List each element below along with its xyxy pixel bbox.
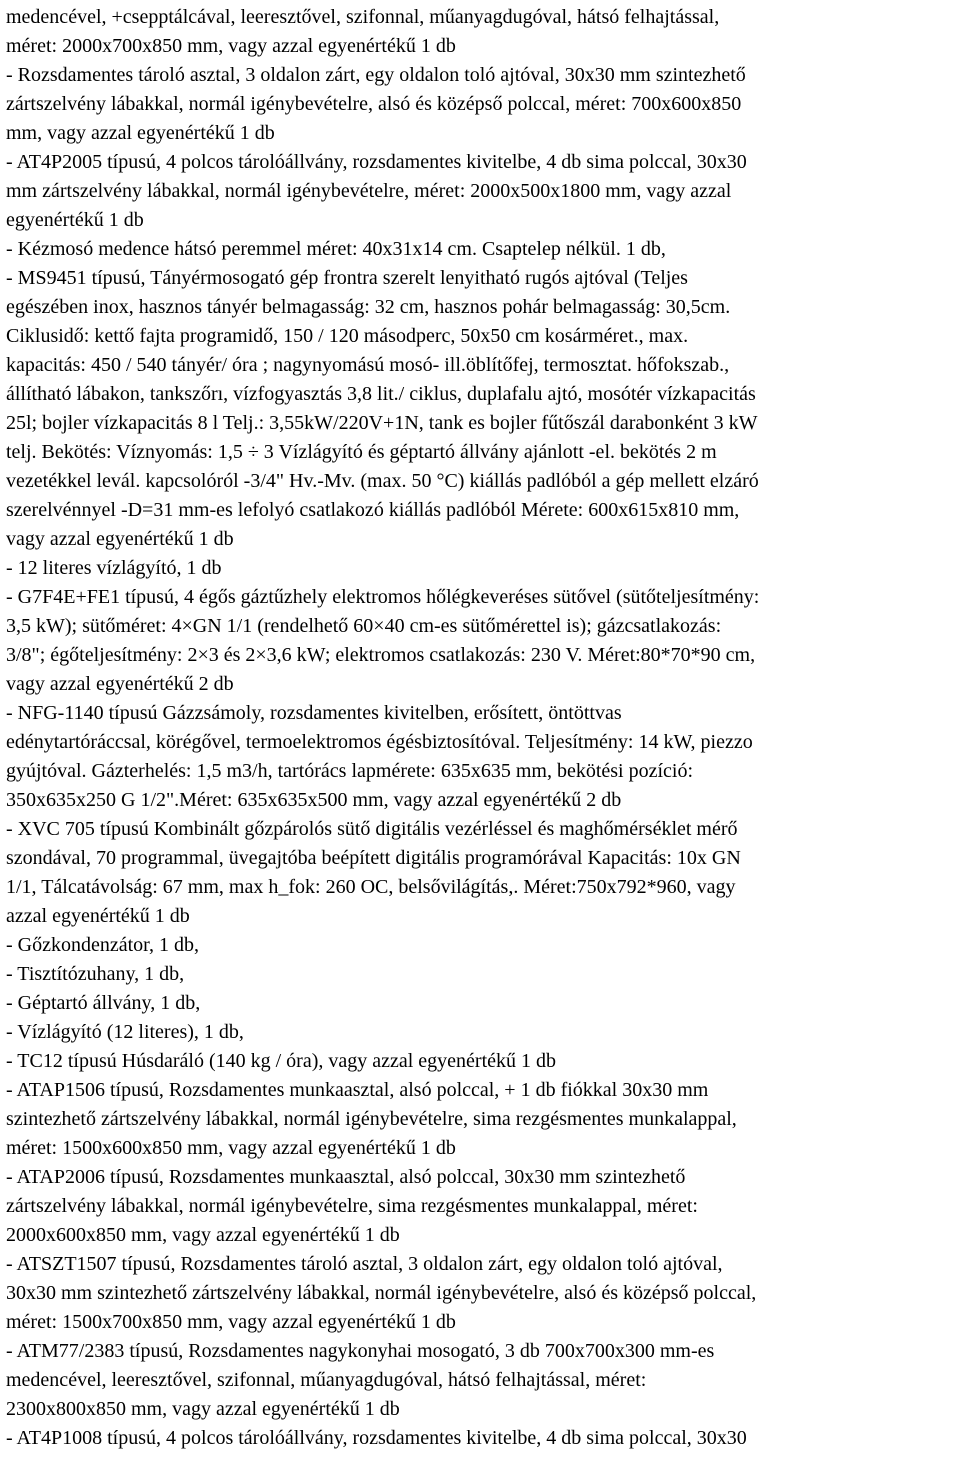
text-line: zártszelvény lábakkal, normál igénybevételre, sima rezgésmentes munkalappal, méret: <box>6 1195 698 1217</box>
text-line: - XVC 705 típusú Kombinált gőzpárolós sütő digitális vezérléssel és maghőmérséklet mérő <box>6 818 738 840</box>
text-line: vezetékkel levál. kapcsolóról -3/4" Hv.-Mv. (max. 50 °C) kiállás padlóból a gép mellett elzáró <box>6 470 759 492</box>
text-line: - Rozsdamentes tároló asztal, 3 oldalon zárt, egy oldalon toló ajtóval, 30x30 mm szintezhető <box>6 64 746 86</box>
text-line: méret: 2000x700x850 mm, vagy azzal egyenértékű 1 db <box>6 35 456 57</box>
text-line: 30x30 mm szintezhető zártszelvény lábakkal, normál igénybevételre, alsó és középső polccal, <box>6 1282 757 1304</box>
text-line: medencével, leeresztővel, szifonnal, műanyagdugóval, hátsó felhajtással, méret: <box>6 1369 647 1391</box>
text-line: egyenértékű 1 db <box>6 209 144 231</box>
text-line: - ATM77/2383 típusú, Rozsdamentes nagykonyhai mosogató, 3 db 700x700x300 mm-es <box>6 1340 715 1362</box>
text-line: szerelvénnyel -D=31 mm-es lefolyó csatlakozó kiállás padlóból Mérete: 600x615x810 mm, <box>6 499 740 521</box>
text-line: vagy azzal egyenértékű 2 db <box>6 673 234 695</box>
text-line: mm zártszelvény lábakkal, normál igénybevételre, méret: 2000x500x1800 mm, vagy azzal <box>6 180 732 202</box>
text-line: - Tisztítózuhany, 1 db, <box>6 963 185 985</box>
text-line: méret: 1500x700x850 mm, vagy azzal egyenértékű 1 db <box>6 1311 456 1333</box>
text-line: - ATAP2006 típusú, Rozsdamentes munkaasztal, alsó polccal, 30x30 mm szintezhető <box>6 1166 686 1188</box>
text-line: - 12 literes vízlágyító, 1 db <box>6 557 222 579</box>
text-line: 3/8"; égőteljesítmény: 2×3 és 2×3,6 kW; elektromos csatlakozás: 230 V. Méret:80*70*90 cm, <box>6 644 756 666</box>
text-line: mm, vagy azzal egyenértékű 1 db <box>6 122 275 144</box>
text-line: - Vízlágyító (12 literes), 1 db, <box>6 1021 244 1043</box>
text-line: egészében inox, hasznos tányér belmagasság: 32 cm, hasznos pohár belmagasság: 30,5cm. <box>6 296 731 318</box>
text-line: szondával, 70 programmal, üvegajtóba beépített digitális programórával Kapacitás: 10x GN <box>6 847 741 869</box>
text-line: 2300x800x850 mm, vagy azzal egyenértékű 1 db <box>6 1398 400 1420</box>
text-line: 350x635x250 G 1/2".Méret: 635x635x500 mm, vagy azzal egyenértékű 2 db <box>6 789 622 811</box>
text-line: - AT4P1008 típusú, 4 polcos tárolóállvány, rozsdamentes kivitelbe, 4 db sima polccal, 30x30 <box>6 1427 747 1449</box>
text-line: zártszelvény lábakkal, normál igénybevételre, alsó és középső polccal, méret: 700x600x850 <box>6 93 742 115</box>
text-line: - ATAP1506 típusú, Rozsdamentes munkaasztal, alsó polccal, + 1 db fiókkal 30x30 mm <box>6 1079 709 1101</box>
text-line: állítható lábakon, tankszőrı, vízfogyasztás 3,8 lit./ ciklus, duplafalu ajtó, mosótér vízkapacitás <box>6 383 756 405</box>
text-line: 2000x600x850 mm, vagy azzal egyenértékű 1 db <box>6 1224 400 1246</box>
text-line: - Géptartó állvány, 1 db, <box>6 992 201 1014</box>
text-line: kapacitás: 450 / 540 tányér/ óra ; nagynyomású mosó- ill.öblítőfej, termosztat. hőfokszab., <box>6 354 730 376</box>
text-line: - Kézmosó medence hátsó peremmel méret: 40x31x14 cm. Csaptelep nélkül. 1 db, <box>6 238 666 260</box>
text-line: - TC12 típusú Húsdaráló (140 kg / óra), vagy azzal egyenértékű 1 db <box>6 1050 557 1072</box>
text-line: szintezhető zártszelvény lábakkal, normál igénybevételre, sima rezgésmentes munkalappal, <box>6 1108 737 1130</box>
text-line: gyújtóval. Gázterhelés: 1,5 m3/h, tartórács lapmérete: 635x635 mm, bekötési pozíció: <box>6 760 694 782</box>
text-line: vagy azzal egyenértékű 1 db <box>6 528 234 550</box>
text-line: azzal egyenértékű 1 db <box>6 905 190 927</box>
text-line: 25l; bojler vízkapacitás 8 l Telj.: 3,55kW/220V+1N, tank es bojler fűtőszál darabonként 3 kW <box>6 412 758 434</box>
text-line: medencével, +csepptálcával, leeresztővel, szifonnal, műanyagdugóval, hátsó felhajtással, <box>6 6 720 28</box>
text-line: - G7F4E+FE1 típusú, 4 égős gáztűzhely elektromos hőlégkeveréses sütővel (sütőteljesítmény: <box>6 586 760 608</box>
text-line: - NFG-1140 típusú Gázzsámoly, rozsdamentes kivitelben, erősített, öntöttvas <box>6 702 622 724</box>
text-line: - ATSZT1507 típusú, Rozsdamentes tároló asztal, 3 oldalon zárt, egy oldalon toló ajtóval, <box>6 1253 723 1275</box>
text-line: méret: 1500x600x850 mm, vagy azzal egyenértékű 1 db <box>6 1137 456 1159</box>
text-line: Ciklusidő: kettő fajta programidő, 150 / 120 másodperc, 50x50 cm kosárméret., max. <box>6 325 689 347</box>
text-line: telj. Bekötés: Víznyomás: 1,5 ÷ 3 Vízlágyító és géptartó állvány ajánlott -el. bekötés 2 m <box>6 441 717 463</box>
text-line: - Gőzkondenzátor, 1 db, <box>6 934 200 956</box>
text-line: 1/1, Tálcatávolság: 67 mm, max h_fok: 260 OC, belsővilágítás,. Méret:750x792*960, vagy <box>6 876 736 898</box>
text-line: - AT4P2005 típusú, 4 polcos tárolóállvány, rozsdamentes kivitelbe, 4 db sima polccal, 30x30 <box>6 151 747 173</box>
text-line: edénytartóráccsal, körégővel, termoelektromos égésbiztosítóval. Teljesítmény: 14 kW, piezzo <box>6 731 753 753</box>
document-body <box>6 3 960 1453</box>
text-line: 3,5 kW); sütőméret: 4×GN 1/1 (rendelhető 60×40 cm-es sütőmérettel is); gázcsatlakozás: <box>6 615 722 637</box>
text-line: - MS9451 típusú, Tányérmosogató gép frontra szerelt lenyitható rugós ajtóval (Teljes <box>6 267 688 289</box>
